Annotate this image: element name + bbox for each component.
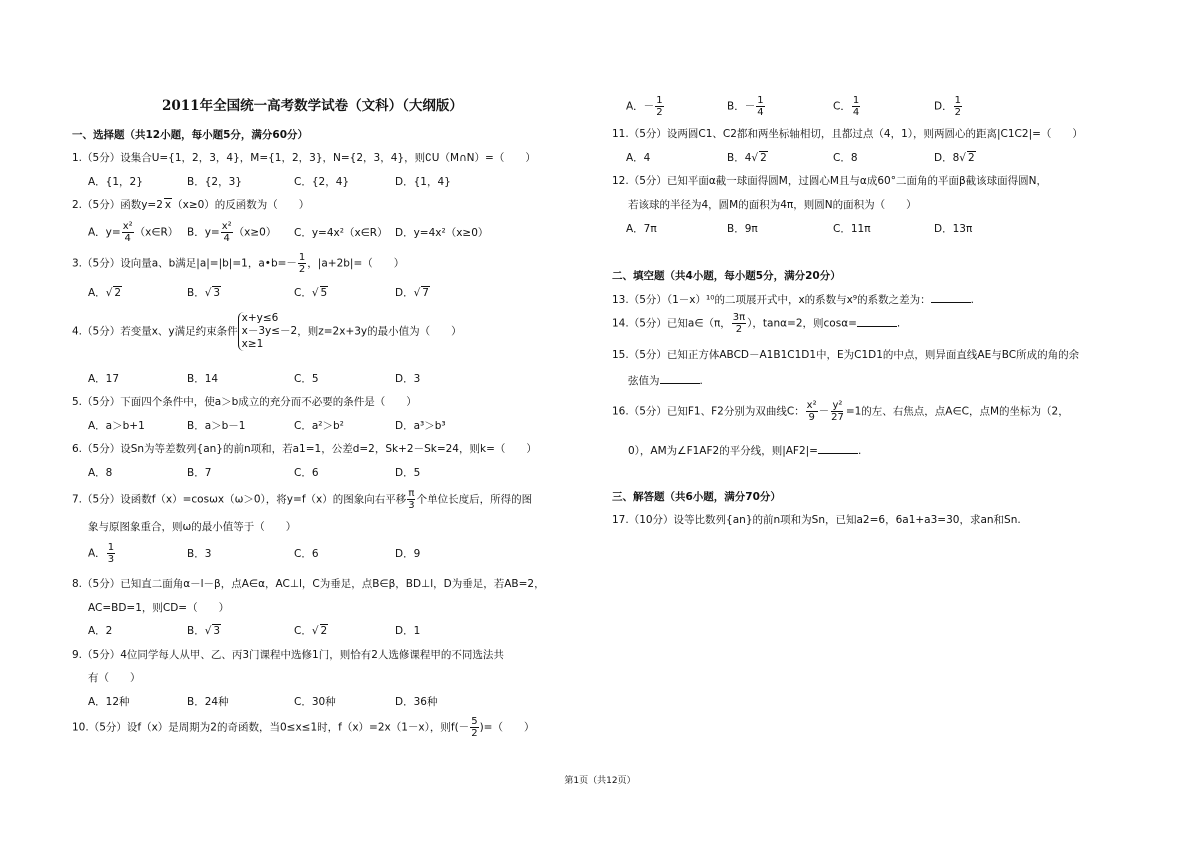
q5-option-a: A．a＞b+1 [88,420,145,432]
q7-option-c: C．6 [294,548,319,560]
q8-option-d: D．1 [395,625,421,637]
q4-option-d: D．3 [395,373,421,385]
q6-option-b: B．7 [187,467,212,479]
q10-option-a: A．－ $\frac{1}{2}$ [626,95,663,118]
q9-option-d: D．36种 [395,696,438,708]
answer-blank [660,373,700,384]
q8-option-a: A．2 [88,625,113,637]
q4-option-c: C．5 [294,373,319,385]
q2-option-a: A．y= $\frac{\text{x²}}{4}$ （x∈R） [88,221,179,244]
q6-option-c: C．6 [294,467,319,479]
q12-option-a: A．7π [626,223,657,235]
answer-blank [818,443,858,454]
question-2-stem: 2.（5分）函数y=2 x（x≥0）的反函数为（ ） [72,199,310,211]
q2-option-d: D．y=4x²（x≥0） [395,227,489,239]
section-heading-choice: 一、选择题（共12小题，每小题5分，满分60分） [72,129,309,141]
question-7-stem-cont: 象与原图象重合，则ω的最小值等于（ ） [88,521,297,533]
question-14-stem: 14.（5分）已知a∈（π， $\frac{3\pi}{2}$ ），tanα=2，则cosα= . [612,312,901,335]
q5-option-c: C．a²＞b² [294,420,344,432]
section-heading-solve: 三、解答题（共6小题，满分70分） [612,491,781,503]
question-15-stem: 15.（5分）已知正方体ABCD－A1B1C1D1中，E为C1D1的中点，则异面直线AE与BC所成的角的余 [612,349,1080,361]
q6-option-a: A．8 [88,467,113,479]
q12-option-c: C．11π [833,223,871,235]
page-title: 2011年全国统一高考数学试卷（文科）（大纲版） [162,98,463,114]
q6-option-d: D．5 [395,467,421,479]
q2-option-b: B．y= $\frac{\text{x²}}{4}$ （x≥0） [187,221,277,244]
q10-option-b: B．－ $\frac{1}{4}$ [727,95,764,118]
question-8-stem: 8.（5分）已知直二面角α－l－β，点A∈α，AC⊥l，C为垂足，点B∈β，BD⊥l，D为垂足，若AB=2， [72,578,545,590]
q1-option-b: B．{2，3} [187,176,242,188]
question-9-stem-cont: 有（ ） [88,672,141,684]
q11-option-a: A．4 [626,152,651,164]
q7-option-d: D．9 [395,548,421,560]
q11-option-d: D．8√ 2 [934,152,975,164]
question-9-stem: 9.（5分）4位同学每人从甲、乙、丙3门课程中选修1门，则恰有2人选修课程甲的不同选法共 [72,649,504,661]
q3-option-b: B．√ 3 [187,287,221,299]
question-16-stem-cont: 0），AM为∠F1AF2的平分线，则|AF2|= . [628,445,862,457]
question-11-stem: 11.（5分）设两圆C1、C2都和两坐标轴相切，且都过点（4，1），则两圆心的距离|C1C2|=（ ） [612,128,1083,140]
question-13-stem: 13.（5分）（1－x）¹⁰的二项展开式中，x的系数与x⁹的系数之差为： . [612,294,974,306]
question-1-stem: 1.（5分）设集合U={1，2，3，4}，M={1，2，3}，N={2，3，4}，则∁U（M∩N）=（ ） [72,152,536,164]
q3-option-c: C．√ 5 [294,287,328,299]
answer-blank [931,292,971,303]
q5-option-b: B．a＞b－1 [187,420,246,432]
q12-option-d: D．13π [934,223,973,235]
q8-option-b: B．√ 3 [187,625,221,637]
q10-option-d: D． $\frac{1}{2}$ [934,95,961,118]
q12-option-b: B．9π [727,223,758,235]
section-heading-fill: 二、填空题（共4小题，每小题5分，满分20分） [612,270,841,282]
question-15-stem-cont: 弦值为 . [628,375,703,387]
question-12-stem-cont: 若该球的半径为4，圆M的面积为4π，则圆N的面积为（ ） [628,199,917,211]
question-5-stem: 5.（5分）下面四个条件中，使a＞b成立的充分而不必要的条件是（ ） [72,396,417,408]
q3-option-a: A．√ 2 [88,287,122,299]
answer-blank [857,316,897,327]
q8-option-c: C．√ 2 [294,625,328,637]
q11-option-c: C．8 [833,152,858,164]
page-footer: 第1页（共12页） [564,776,636,786]
q7-option-a: A． $\frac{1}{3}$ [88,542,115,565]
q4-option-a: A．17 [88,373,120,385]
question-3-stem: 3.（5分）设向量a、b满足|a|=|b|=1，a•b=－ $\frac{1}{2}$ ，|a+2b|=（ ） [72,252,405,275]
question-12-stem: 12.（5分）已知平面α截一球面得圆M，过圆心M且与α成60°二面角的平面β截该球面得圆N， [612,175,1048,187]
question-7-stem: 7.（5分）设函数f（x）=cosωx（ω＞0），将y=f（x）的图象向右平移 $\frac{\pi}{3}$ 个单位长度后，所得的图 [72,488,533,511]
question-10-stem: 10.（5分）设f（x）是周期为2的奇函数，当0≤x≤1时，f（x）=2x（1－x），则f(－ $\frac{5}{2}$ )=（ ） [72,716,535,739]
q1-option-a: A．{1，2} [88,176,143,188]
question-6-stem: 6.（5分）设Sn为等差数列{an}的前n项和，若a1=1，公差d=2，Sk+2－Sk=24，则k=（ ） [72,443,537,455]
question-17-stem: 17.（10分）设等比数列{an}的前n项和为Sn，已知a2=6，6a1+a3=30，求an和Sn. [612,514,1021,526]
q11-option-b: B．4√ 2 [727,152,767,164]
q5-option-d: D．a³＞b³ [395,420,446,432]
q9-option-a: A．12种 [88,696,130,708]
question-8-stem-cont: AC=BD=1，则CD=（ ） [88,602,230,614]
q3-option-d: D．√ 7 [395,287,429,299]
q1-option-c: C．{2，4} [294,176,350,188]
q2-option-c: C．y=4x²（x∈R） [294,227,388,239]
q9-option-c: C．30种 [294,696,336,708]
q10-option-c: C． $\frac{1}{4}$ [833,95,860,118]
question-4-stem: 4.（5分）若变量x、y满足约束条件 x+y≤6 x－3y≤－2 x≥1 ，则z=2x+3y的最小值为（ ） [72,312,462,350]
constraint-brace: x+y≤6 x－3y≤－2 x≥1 [238,312,298,351]
question-16-stem: 16.（5分）已知F1、F2分别为双曲线C： $\frac{\text{x²}}{9}$ － $\frac{\text{y²}}{27}$ =1的左、右焦点，点A∈C，点M的坐标为（2， [612,400,1069,423]
q7-option-b: B．3 [187,548,212,560]
q9-option-b: B．24种 [187,696,229,708]
q1-option-d: D．{1，4} [395,176,451,188]
q4-option-b: B．14 [187,373,219,385]
